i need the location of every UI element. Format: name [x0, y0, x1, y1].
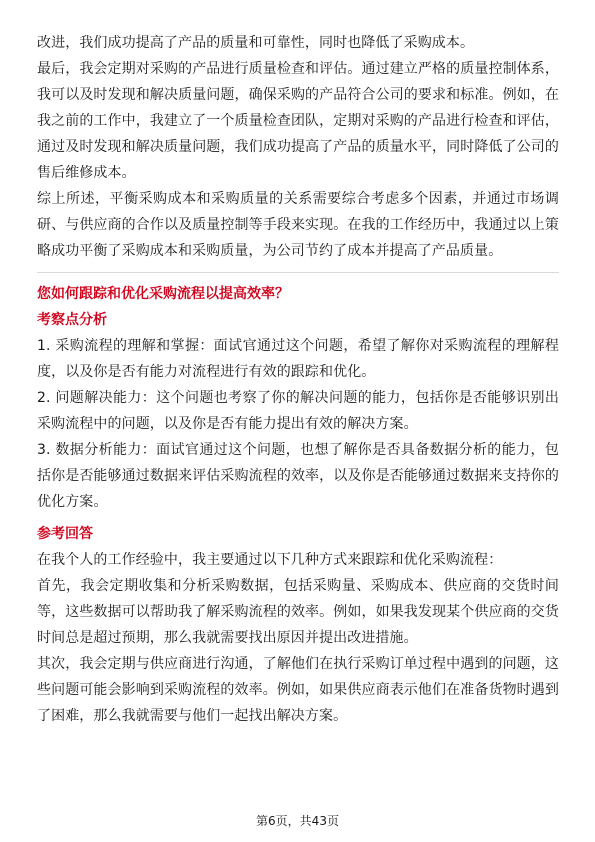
- section-divider: [37, 272, 559, 273]
- answer-heading: 参考回答: [37, 526, 93, 542]
- body-paragraph: 综上所述，平衡采购成本和采购质量的关系需要综合考虑多个因素，并通过市场调研、与供应商的合作以及质量控制等手段来实现。在我的工作经历中，我通过以上策略成功平衡了采购成本和采购质量，为公司节约了成本并提高了产品质量。: [37, 191, 559, 259]
- answer-paragraph: 首先，我会定期收集和分析采购数据，包括采购量、采购成本、供应商的交货时间等，这些数据可以帮助我了解采购流程的效率。例如，如果我发现某个供应商的交货时间总是超过预期，那么我就需要找出原因并提出改进措施。: [37, 578, 559, 646]
- page-number: 第6页，共43页: [256, 814, 339, 828]
- analysis-item: 2. 问题解决能力：这个问题也考察了你的解决问题的能力，包括你是否能够识别出采购流程中的问题，以及你是否有能力提出有效的解决方案。: [37, 390, 559, 432]
- analysis-item: 3. 数据分析能力：面试官通过这个问题，也想了解你是否具备数据分析的能力，包括你是否能够通过数据来评估采购流程的效率，以及你是否能够通过数据来支持你的优化方案。: [37, 442, 559, 510]
- analysis-heading: 考察点分析: [37, 312, 107, 328]
- answer-paragraph: 在我个人的工作经验中，我主要通过以下几种方式来跟踪和优化采购流程：: [37, 552, 503, 568]
- document-page: [37, 30, 559, 729]
- analysis-item: 1. 采购流程的理解和掌握：面试官通过这个问题，希望了解你对采购流程的理解程度，以及你是否有能力对流程进行有效的跟踪和优化。: [37, 338, 559, 380]
- question-title: 您如何跟踪和优化采购流程以提高效率？: [37, 286, 289, 302]
- body-paragraph: 改进，我们成功提高了产品的质量和可靠性，同时也降低了采购成本。: [37, 35, 475, 51]
- answer-paragraph: 其次，我会定期与供应商进行沟通，了解他们在执行采购订单过程中遇到的问题，这些问题可能会影响到采购流程的效率。例如，如果供应商表示他们在准备货物时遇到了困难，那么我就需要与他们一起找出解决方案。: [37, 656, 559, 724]
- body-paragraph: 最后，我会定期对采购的产品进行质量检查和评估。通过建立严格的质量控制体系，我可以及时发现和解决质量问题，确保采购的产品符合公司的要求和标准。例如，在我之前的工作中，我建立了一个质量检查团队，定期对采购的产品进行检查和评估，通过及时发现和解决质量问题，我们成功提高了产品的质量水平，同时降低了公司的售后维修成本。: [37, 61, 559, 181]
